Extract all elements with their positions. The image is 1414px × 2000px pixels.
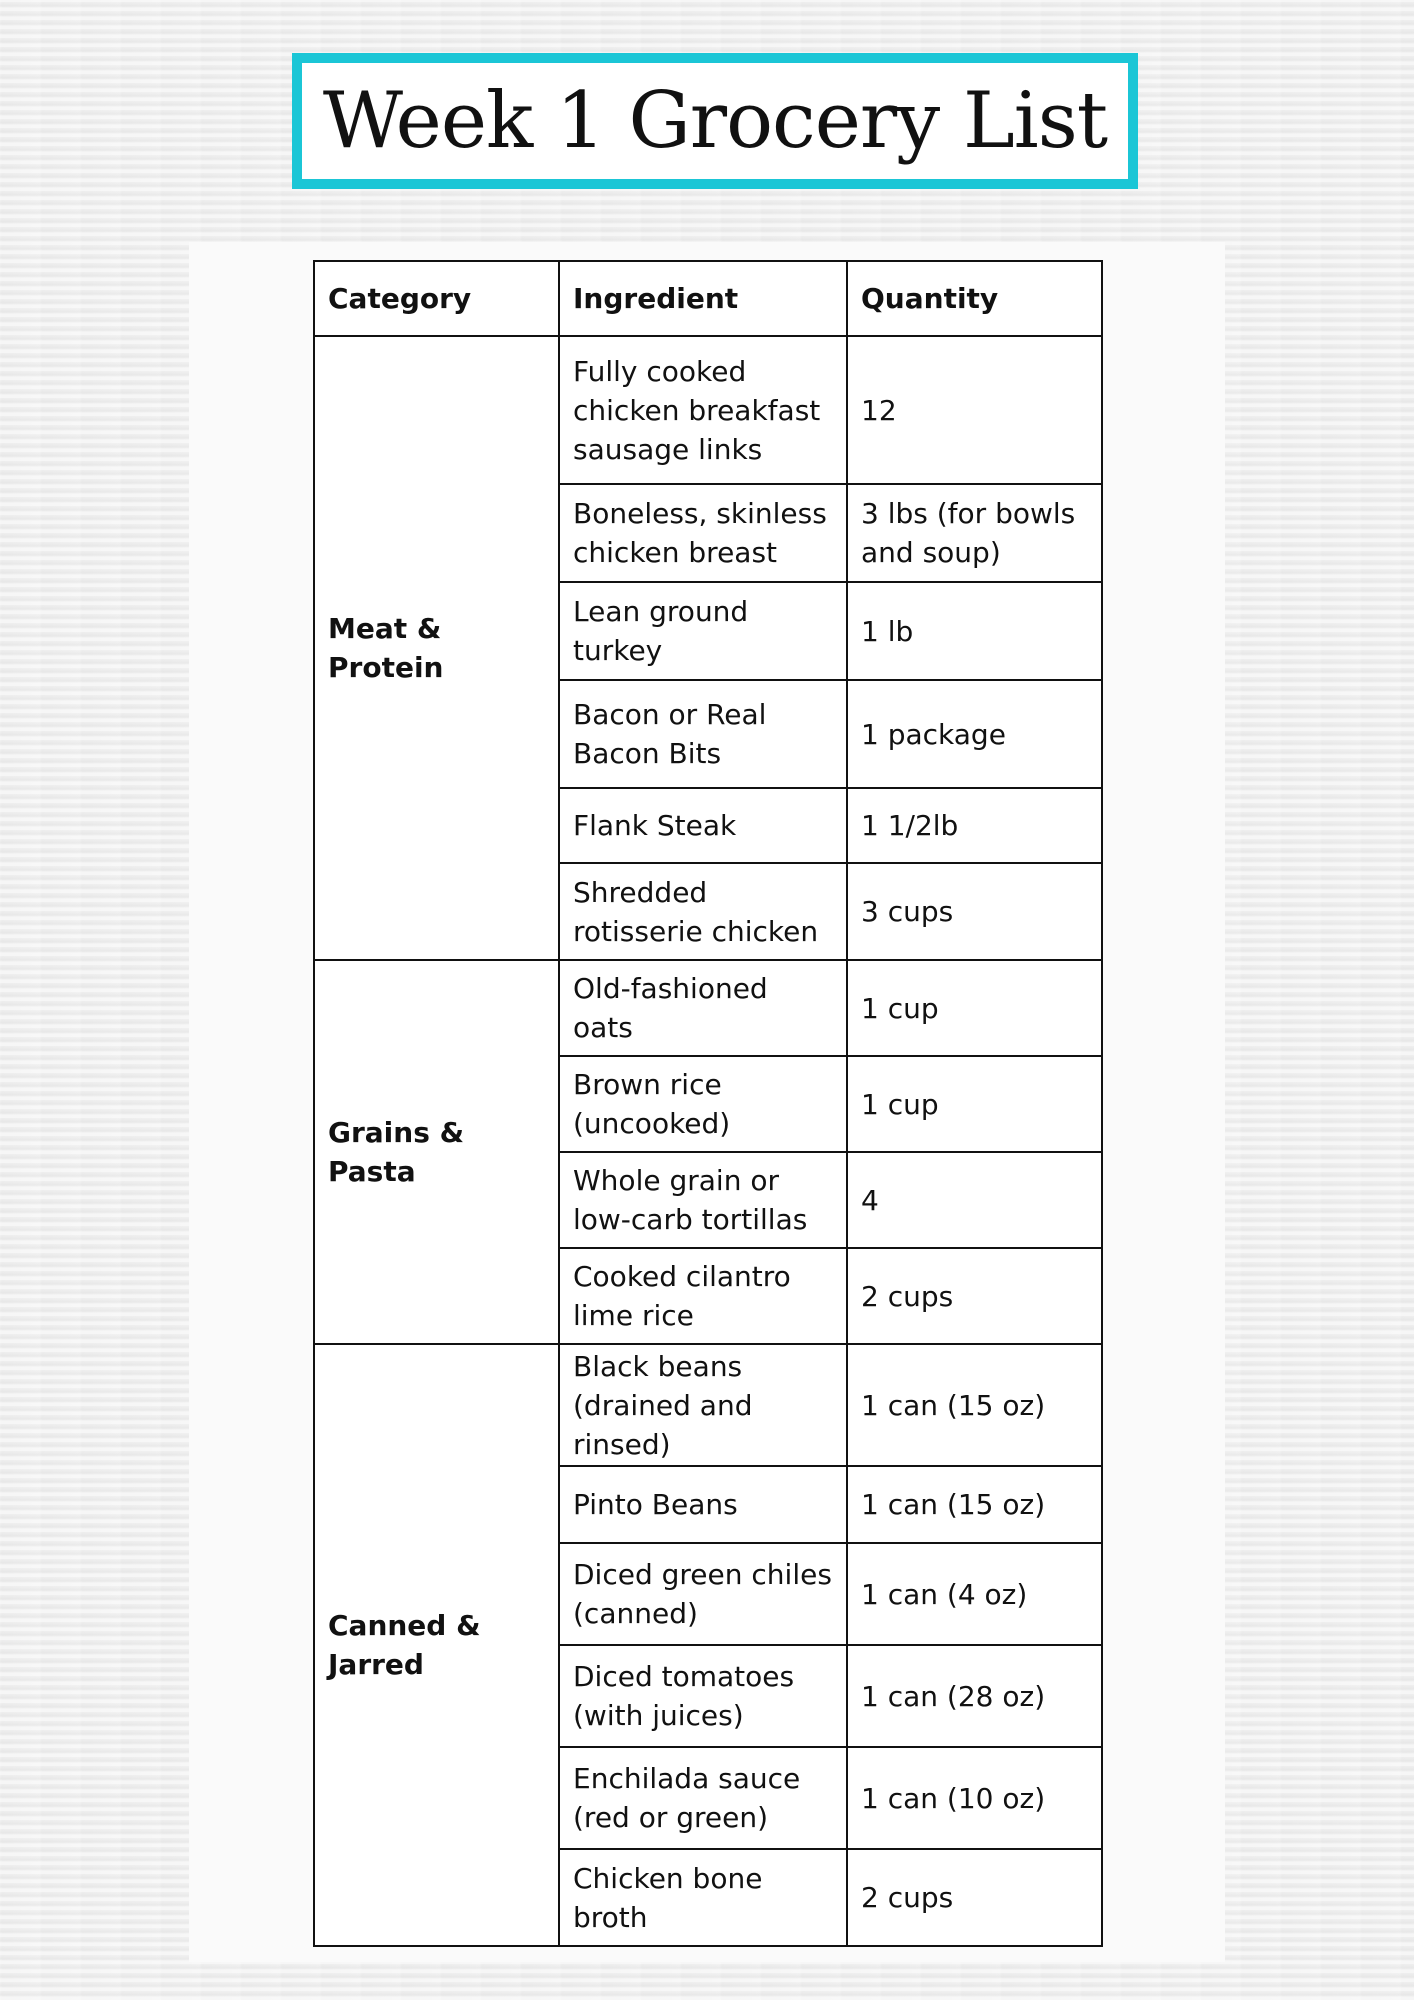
ingredient-cell: Enchilada sauce (red or green) [559, 1747, 847, 1849]
page-title: Week 1 Grocery List [322, 76, 1108, 166]
category-cell: Canned & Jarred [314, 1344, 559, 1946]
quantity-cell: 1 package [847, 680, 1102, 788]
quantity-cell: 1 1/2lb [847, 788, 1102, 863]
ingredient-cell: Lean ground turkey [559, 582, 847, 680]
category-cell: Grains & Pasta [314, 960, 559, 1344]
ingredient-cell: Diced tomatoes (with juices) [559, 1645, 847, 1747]
quantity-cell: 1 can (28 oz) [847, 1645, 1102, 1747]
table-row [314, 336, 1102, 484]
quantity-cell: 1 can (15 oz) [847, 1466, 1102, 1543]
ingredient-cell: Flank Steak [559, 788, 847, 863]
quantity-cell: 1 can (4 oz) [847, 1543, 1102, 1645]
title-banner [292, 53, 1138, 189]
quantity-cell: 1 lb [847, 582, 1102, 680]
table-header-row [314, 261, 1102, 336]
quantity-cell: 1 can (15 oz) [847, 1344, 1102, 1466]
table-row [314, 1344, 1102, 1466]
ingredient-cell: Diced green chiles (canned) [559, 1543, 847, 1645]
ingredient-cell: Fully cooked chicken breakfast sausage links [559, 336, 847, 484]
ingredient-cell: Old-fashioned oats [559, 960, 847, 1056]
quantity-cell: 1 cup [847, 960, 1102, 1056]
ingredient-cell: Chicken bone broth [559, 1849, 847, 1946]
quantity-cell: 3 cups [847, 863, 1102, 960]
quantity-cell: 12 [847, 336, 1102, 484]
quantity-cell: 1 can (10 oz) [847, 1747, 1102, 1849]
ingredient-cell: Pinto Beans [559, 1466, 847, 1543]
header-category: Category [314, 261, 559, 336]
grocery-table [313, 260, 1103, 1947]
ingredient-cell: Black beans (drained and rinsed) [559, 1344, 847, 1466]
quantity-cell: 4 [847, 1152, 1102, 1248]
quantity-cell: 3 lbs (for bowls and soup) [847, 484, 1102, 582]
ingredient-cell: Whole grain or low-carb tortillas [559, 1152, 847, 1248]
ingredient-cell: Cooked cilantro lime rice [559, 1248, 847, 1344]
quantity-cell: 1 cup [847, 1056, 1102, 1152]
ingredient-cell: Brown rice (uncooked) [559, 1056, 847, 1152]
category-cell: Meat & Protein [314, 336, 559, 960]
quantity-cell: 2 cups [847, 1849, 1102, 1946]
header-ingredient: Ingredient [559, 261, 847, 336]
quantity-cell: 2 cups [847, 1248, 1102, 1344]
header-quantity: Quantity [847, 261, 1102, 336]
ingredient-cell: Boneless, skinless chicken breast [559, 484, 847, 582]
ingredient-cell: Bacon or Real Bacon Bits [559, 680, 847, 788]
table-row [314, 960, 1102, 1056]
ingredient-cell: Shredded rotisserie chicken [559, 863, 847, 960]
